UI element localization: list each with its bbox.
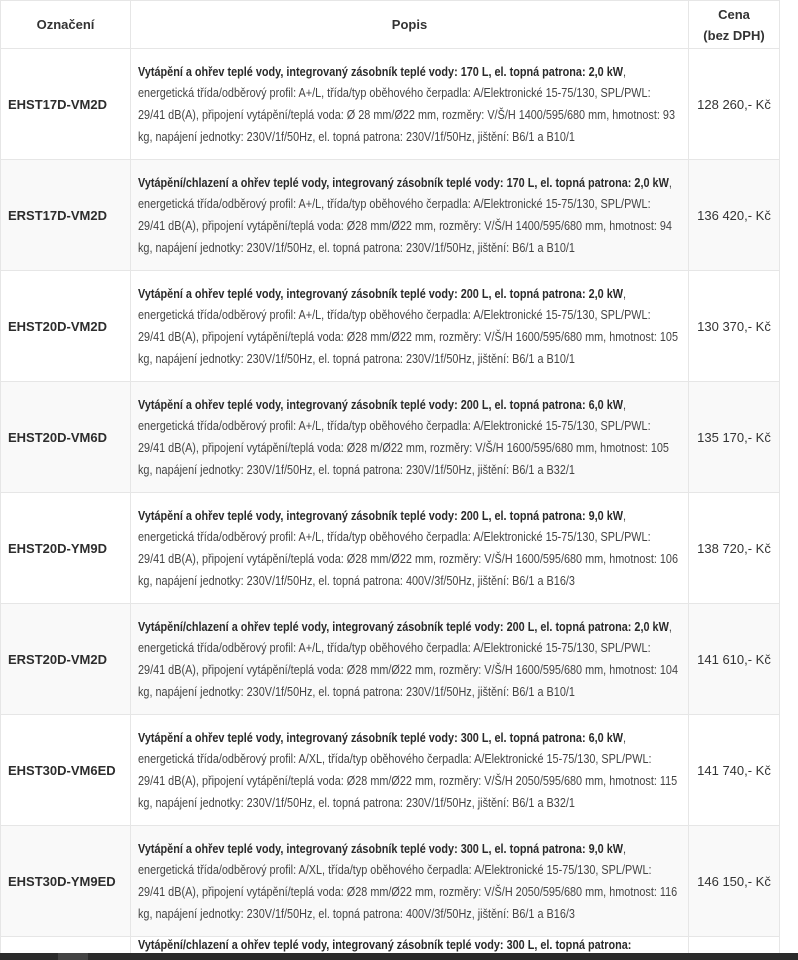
description-headline: Vytápění a ohřev teplé vody, integrovaný zásobník teplé vody: 200 L, el. topná patrona: 6,0 kW: [138, 396, 623, 412]
description-details: , energetická třída/odběrový profil: A+/L, třída/typ oběhového čerpadla: A/Elektronické 15-75/130, SPL/PWL: 29/41 dB(A), připojení vytápění/teplá voda: Ø28 mm/Ø22 mm, rozměry: V/Š/H 1600/595/680 mm, hmotnost: 104 kg, napájení jednotky: 230V/1f/50Hz, el. topná patrona: 230V/1f/50Hz, jištění: B6/1 a B10/1: [138, 618, 679, 699]
description-details: , energetická třída/odběrový profil: A+/L, třída/typ oběhového čerpadla: A/Elektronické 15-75/130, SPL/PWL: 29/41 dB(A), připojení vytápění/teplá voda: Ø 28 mm/Ø22 mm, rozměry: V/Š/H 1400/595/680 mm, hmotnost: 93 kg, napájení jednotky: 230V/1f/50Hz, el. topná patrona: 230V/1f/50Hz, jištění: B6/1 a B10/1: [138, 63, 675, 144]
product-price: 130 370,- Kč: [689, 271, 780, 382]
product-code: EHST17D-VM2D: [1, 49, 131, 160]
product-price: 138 720,- Kč: [689, 493, 780, 604]
product-description: [131, 604, 689, 715]
product-description: [131, 826, 689, 937]
header-price-line1: Cena: [718, 6, 750, 22]
description-details: , energetická třída/odběrový profil: A+/L, třída/typ oběhového čerpadla: A/Elektronické 15-75/130, SPL/PWL: 29/41 dB(A), připojení vytápění/teplá voda: Ø28 m/Ø22 mm, rozměry: V/Š/H 1600/595/680 mm, hmotnost: 105 kg, napájení jednotky: 230V/1f/50Hz, el. topná patrona: 230V/1f/50Hz, jištění: B6/1 a B32/1: [138, 396, 669, 477]
table-row: [1, 493, 780, 604]
description-headline: Vytápění a ohřev teplé vody, integrovaný zásobník teplé vody: 300 L, el. topná patrona: 6,0 kW: [138, 729, 623, 745]
description-headline: Vytápění/chlazení a ohřev teplé vody, integrovaný zásobník teplé vody: 170 L, el. topná patrona: 2,0 kW: [138, 174, 669, 190]
product-description: [131, 715, 689, 826]
product-code: ERST17D-VM2D: [1, 160, 131, 271]
header-price-line2: (bez DPH): [703, 27, 765, 43]
product-price: 141 610,- Kč: [689, 604, 780, 715]
product-code: ERST20D-VM2D: [1, 604, 131, 715]
table-row: [1, 49, 780, 160]
description-headline: Vytápění a ohřev teplé vody, integrovaný zásobník teplé vody: 200 L, el. topná patrona: 9,0 kW: [138, 507, 623, 523]
product-description: [131, 382, 689, 493]
table-row: [1, 826, 780, 937]
table-row: [1, 937, 780, 954]
product-description: [131, 937, 689, 954]
product-price: [689, 937, 780, 954]
header-description: Popis: [131, 1, 689, 49]
product-price: 146 150,- Kč: [689, 826, 780, 937]
product-price: 136 420,- Kč: [689, 160, 780, 271]
taskbar-item[interactable]: [58, 953, 88, 960]
table-row: [1, 715, 780, 826]
product-code: EHST20D-YM9D: [1, 493, 131, 604]
product-description: [131, 49, 689, 160]
product-code: EHST20D-VM6D: [1, 382, 131, 493]
description-headline: Vytápění a ohřev teplé vody, integrovaný zásobník teplé vody: 200 L, el. topná patrona: 2,0 kW: [138, 285, 623, 301]
product-price: 128 260,- Kč: [689, 49, 780, 160]
description-headline: Vytápění a ohřev teplé vody, integrovaný zásobník teplé vody: 170 L, el. topná patrona: 2,0 kW: [138, 63, 623, 79]
description-details: , energetická třída/odběrový profil: A/XL, třída/typ oběhového čerpadla: A/Elektronické 15-75/130, SPL/PWL: 29/41 dB(A), připojení vytápění/teplá voda: Ø28 mm/Ø22 mm, rozměry: V/Š/H 2050/595/680 mm, hmotnost: 116 kg, napájení jednotky: 230V/1f/50Hz, el. topná patrona: 400V/3f/50Hz, jištění: B6/1 a B16/3: [138, 840, 678, 921]
taskbar: [0, 953, 798, 960]
table-row: [1, 382, 780, 493]
description-details: , energetická třída/odběrový profil: A+/L, třída/typ oběhového čerpadla: A/Elektronické 15-75/130, SPL/PWL: 29/41 dB(A), připojení vytápění/teplá voda: Ø28 mm/Ø22 mm, rozměry: V/Š/H 1400/595/680 mm, hmotnost: 94 kg, napájení jednotky: 230V/1f/50Hz, el. topná patrona: 230V/1f/50Hz, jištění: B6/1 a B10/1: [138, 174, 672, 255]
product-code: EHST20D-VM2D: [1, 271, 131, 382]
product-description: [131, 493, 689, 604]
description-headline: Vytápění/chlazení a ohřev teplé vody, integrovaný zásobník teplé vody: 200 L, el. topná patrona: 2,0 kW: [138, 618, 669, 634]
description-headline: Vytápění a ohřev teplé vody, integrovaný zásobník teplé vody: 300 L, el. topná patrona: 9,0 kW: [138, 840, 623, 856]
table-row: [1, 604, 780, 715]
product-description: [131, 271, 689, 382]
product-description: [131, 160, 689, 271]
header-code: Označení: [1, 1, 131, 49]
product-code: EHST30D-YM9ED: [1, 826, 131, 937]
product-code: [1, 937, 131, 954]
table-row: [1, 271, 780, 382]
description-details: , energetická třída/odběrový profil: A+/L, třída/typ oběhového čerpadla: A/Elektronické 15-75/130, SPL/PWL: 29/41 dB(A), připojení vytápění/teplá voda: Ø28 mm/Ø22 mm, rozměry: V/Š/H 1600/595/680 mm, hmotnost: 105 kg, napájení jednotky: 230V/1f/50Hz, el. topná patrona: 230V/1f/50Hz, jištění: B6/1 a B10/1: [138, 285, 679, 366]
product-price: 141 740,- Kč: [689, 715, 780, 826]
description-details: , energetická třída/odběrový profil: A+/L, třída/typ oběhového čerpadla: A/Elektronické 15-75/130, SPL/PWL: 29/41 dB(A), připojení vytápění/teplá voda: Ø28 mm/Ø22 mm, rozměry: V/Š/H 1600/595/680 mm, hmotnost: 106 kg, napájení jednotky: 230V/1f/50Hz, el. topná patrona: 400V/3f/50Hz, jištění: B6/1 a B16/3: [138, 507, 679, 588]
table-header-row: [1, 1, 780, 49]
header-price: [689, 1, 780, 49]
description-details: , energetická třída/odběrový profil: A/XL, třída/typ oběhového čerpadla: A/Elektronické 15-75/130, SPL/PWL: 29/41 dB(A), připojení vytápění/teplá voda: Ø28 mm/Ø22 mm, rozměry: V/Š/H 2050/595/680 mm, hmotnost: 115 kg, napájení jednotky: 230V/1f/50Hz, el. topná patrona: 230V/1f/50Hz, jištění: B6/1 a B32/1: [138, 729, 678, 810]
product-code: EHST30D-VM6ED: [1, 715, 131, 826]
product-price: 135 170,- Kč: [689, 382, 780, 493]
description-headline: Vytápění/chlazení a ohřev teplé vody, integrovaný zásobník teplé vody: 300 L, el. topná patrona:: [138, 937, 632, 952]
table-row: [1, 160, 780, 271]
